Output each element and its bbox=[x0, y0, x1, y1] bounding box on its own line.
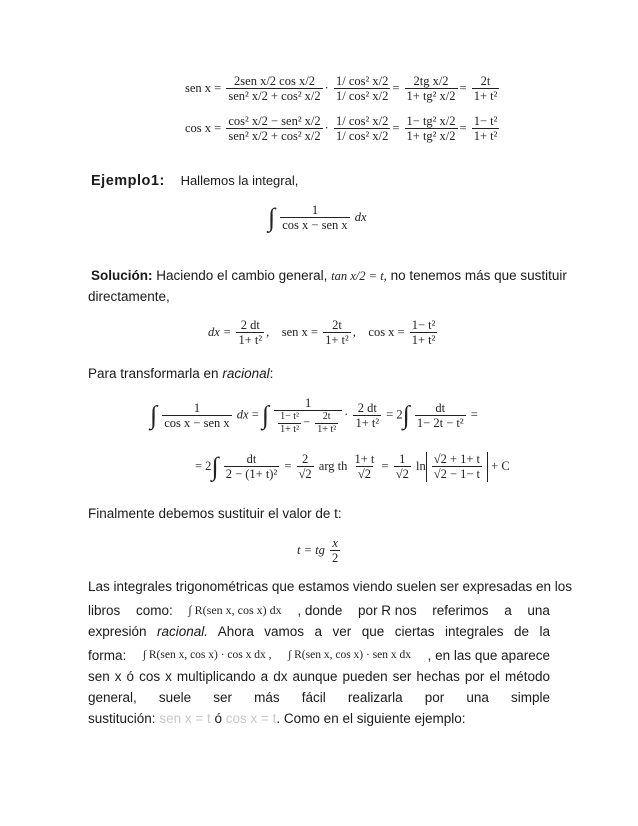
word: . Como en el siguiente ejemplo: bbox=[276, 711, 466, 726]
fraction: $\frac{1+ t}{√2}$ bbox=[354, 452, 375, 482]
transform-racional: racional bbox=[222, 366, 270, 381]
word: libros bbox=[88, 603, 121, 618]
finalmente-line: Finalmente debemos sustituir el valor de t: bbox=[88, 506, 342, 521]
paragraph-line-2 bbox=[88, 600, 550, 621]
transform-text: Para transformarla en bbox=[88, 366, 219, 381]
word: , en las que aparece bbox=[427, 648, 550, 663]
formula-sen-lhs: sen x = bbox=[185, 80, 222, 95]
solution-line bbox=[91, 265, 567, 287]
paragraph-line-4 bbox=[88, 645, 550, 666]
calc-line-2: = 2∫ $\frac{dt}{\text{2 − (1+ t)²}}$ = $\frac{2}{√2}$ arg th $\frac{1+ t}{√2}$ = $\frac{1}{√2}$ ln $\frac{√2 + 1+ t}{√2 - 1- t}$ + C bbox=[195, 451, 510, 482]
word: referimos bbox=[432, 603, 489, 618]
fraction: $\frac{\text{2sen x/2 cos x/2}}{\text{sen² x/2 + cos² x/2}}$ bbox=[228, 74, 321, 104]
fraction: $\frac{x}{2}$ bbox=[332, 536, 339, 566]
subst-dx-lhs: dx = bbox=[208, 324, 232, 339]
paragraph-line-5: sen x ó cos x multiplicando a dx aunque pueden ser hechas por el método bbox=[88, 669, 550, 684]
paragraph-line-6: general, suele ser más fácil realizarla por una simple bbox=[88, 690, 550, 705]
word: una bbox=[527, 603, 550, 618]
fraction: $\frac{2t}{\text{1+ t²}}$ bbox=[325, 318, 349, 348]
main-integral bbox=[268, 203, 367, 233]
R-integral: ∫ R(sen x, cos x) dx bbox=[188, 603, 282, 617]
integral-sign: ∫ bbox=[211, 451, 219, 481]
faint-substitution-2: cos x = t bbox=[225, 711, 277, 726]
word: forma: bbox=[88, 648, 127, 663]
integral-sign: ∫ bbox=[261, 400, 269, 430]
example-label: Ejemplo1: bbox=[91, 173, 165, 189]
fraction: $\frac{1}{\text{cos x − sen x}}$ bbox=[164, 400, 230, 431]
paragraph-line-7 bbox=[88, 708, 466, 729]
solution-line2: directamente, bbox=[88, 289, 170, 304]
fraction: $\frac{2 dt}{\text{1+ t²}}$ bbox=[238, 318, 263, 348]
fraction: $\frac{2t}{\text{1+ t²}}$ bbox=[317, 411, 337, 435]
word: expresión bbox=[88, 624, 147, 639]
example-text: Hallemos la integral, bbox=[180, 173, 299, 188]
fraction: $\frac{\text{1− tg² x/2}}{\text{1+ tg² x/2}}$ bbox=[406, 114, 456, 144]
word: como: bbox=[135, 603, 173, 618]
absolute-value bbox=[426, 452, 488, 482]
word: , donde bbox=[297, 603, 343, 618]
formula-sen-row: sen x = $\frac{\text{2sen x/2 cos x/2}}{\text{sen² x/2 + cos² x/2}}$ · $\frac{\text{1/ cos² x/2}}{\text{1/ cos² x/2}}$ = $\frac{\text{2tg x/2}}{\text{1+ tg² x/2}}$ = $\frac{2t}{\text{1+ t²}}$ bbox=[185, 74, 498, 104]
solution-label: Solución: bbox=[91, 268, 153, 283]
fraction: $\frac{\text{1/ cos² x/2}}{\text{1/ cos² x/2}}$ bbox=[335, 114, 389, 144]
fraction: $\frac{dt}{\text{2 − (1+ t)²}}$ bbox=[225, 452, 278, 482]
faint-substitution-1: sen x = t bbox=[159, 711, 211, 726]
fraction: $\frac{1}{\text{cos x − sen x}}$ bbox=[282, 203, 348, 233]
formula-cos-row: cos x = $\frac{\text{cos² x/2 − sen² x/2}}{\text{sen² x/2 + cos² x/2}}$ · $\frac{\text{1/ cos² x/2}}{\text{1/ cos² x/2}}$ = $\frac{\text{1− tg² x/2}}{\text{1+ tg² x/2}}$ = $\frac{\text{1− t²}}{\text{1+ t²}}$ bbox=[185, 114, 498, 144]
differential: dx bbox=[354, 209, 367, 224]
tan-substitution: tan x/2 = t, bbox=[331, 269, 387, 283]
solution-rest: no tenemos más que sustituir bbox=[390, 268, 567, 283]
word: a bbox=[504, 603, 512, 618]
word: sustitución: bbox=[88, 711, 156, 726]
forma-integral-1: ∫ R(sen x, cos x) · cos x dx , bbox=[142, 649, 272, 661]
integral-sign: ∫ bbox=[402, 400, 410, 430]
transform-line bbox=[88, 363, 273, 384]
fraction: $\frac{2 dt}{\text{1+ t²}}$ bbox=[355, 400, 380, 431]
integral-sign: ∫ bbox=[150, 400, 158, 430]
formula-cos-lhs: cos x = bbox=[185, 120, 222, 135]
fraction: $\frac{\text{1− t²}}{\text{1+ t²}}$ bbox=[280, 411, 300, 435]
fraction: $\frac{\text{1/ cos² x/2}}{\text{1/ cos² x/2}}$ bbox=[335, 74, 389, 104]
fraction: $\frac{\text{1− t²}}{\text{1+ t²}}$ bbox=[473, 114, 498, 144]
subst-cos-lhs: cos x = bbox=[368, 324, 405, 339]
fraction: $\frac{\text{cos² x/2 − sen² x/2}}{\text{sen² x/2 + cos² x/2}}$ bbox=[228, 114, 321, 144]
fraction: $\frac{\text{1− t²}}{\text{1+ t²}}$ bbox=[411, 318, 436, 348]
fraction: $\frac{\text{2tg x/2}}{\text{1+ tg² x/2}}$ bbox=[406, 74, 456, 104]
word: Ahora vamos a ver que ciertas integrales de la bbox=[217, 624, 550, 639]
subst-sen-lhs: sen x = bbox=[281, 324, 318, 339]
solution-text: Haciendo el cambio general, bbox=[156, 268, 328, 283]
integral-sign: ∫ bbox=[268, 202, 276, 232]
fraction: $\frac{√2 + 1+ t}{√2 - 1- t}$ bbox=[433, 452, 481, 482]
fraction: $\frac{2t}{\text{1+ t²}}$ bbox=[473, 74, 498, 104]
argth: arg th bbox=[318, 458, 348, 473]
fraction-den: $\frac{\text{1− t²}}{\text{1+ t²}}$ − $\frac{2t}{\text{1+ t²}}$ bbox=[274, 410, 342, 435]
example-heading bbox=[91, 170, 298, 192]
colon: : bbox=[269, 366, 274, 381]
t-value-formula bbox=[297, 536, 342, 566]
t-lhs: t = tg bbox=[297, 542, 325, 557]
fraction: $\frac{2}{√2}$ bbox=[298, 452, 312, 482]
fraction: 1 $\frac{\text{1− t²}}{\text{1+ t²}}$ − $\frac{2t}{\text{1+ t²}}$ bbox=[274, 396, 342, 435]
word: ó bbox=[214, 711, 222, 726]
paragraph-line-1: Las integrales trigonométricas que estamos viendo suelen ser expresadas en los bbox=[88, 579, 573, 594]
fraction: $\frac{dt}{\text{1− 2t − t²}}$ bbox=[416, 400, 464, 431]
substitution-formulas: dx = $\frac{2 dt}{\text{1+ t²}}$ , sen x = $\frac{2t}{\text{1+ t²}}$ , cos x = $\frac{\text{1− t²}}{\text{1+ t²}}$ bbox=[208, 318, 436, 348]
calc-line-1: ∫ $\frac{1}{\text{cos x − sen x}}$ dx = ∫ 1 $\frac{\text{1− t²}}{\text{1+ t²}}$ − $\frac{2t}{\text{1+ t²}}$ · $\frac{2 dt}{\text{1+ t²}}$ = 2∫ $\frac{dt}{\text{1− 2t − t²}}$ = bbox=[150, 396, 478, 435]
word: por R nos bbox=[358, 603, 417, 618]
fraction: $\frac{1}{√2}$ bbox=[395, 452, 409, 482]
word: racional. bbox=[157, 624, 209, 639]
constant: + C bbox=[491, 458, 510, 473]
paragraph-line-3 bbox=[88, 621, 550, 642]
forma-integral-2: ∫ R(sen x, cos x) · sen x dx bbox=[288, 649, 412, 661]
